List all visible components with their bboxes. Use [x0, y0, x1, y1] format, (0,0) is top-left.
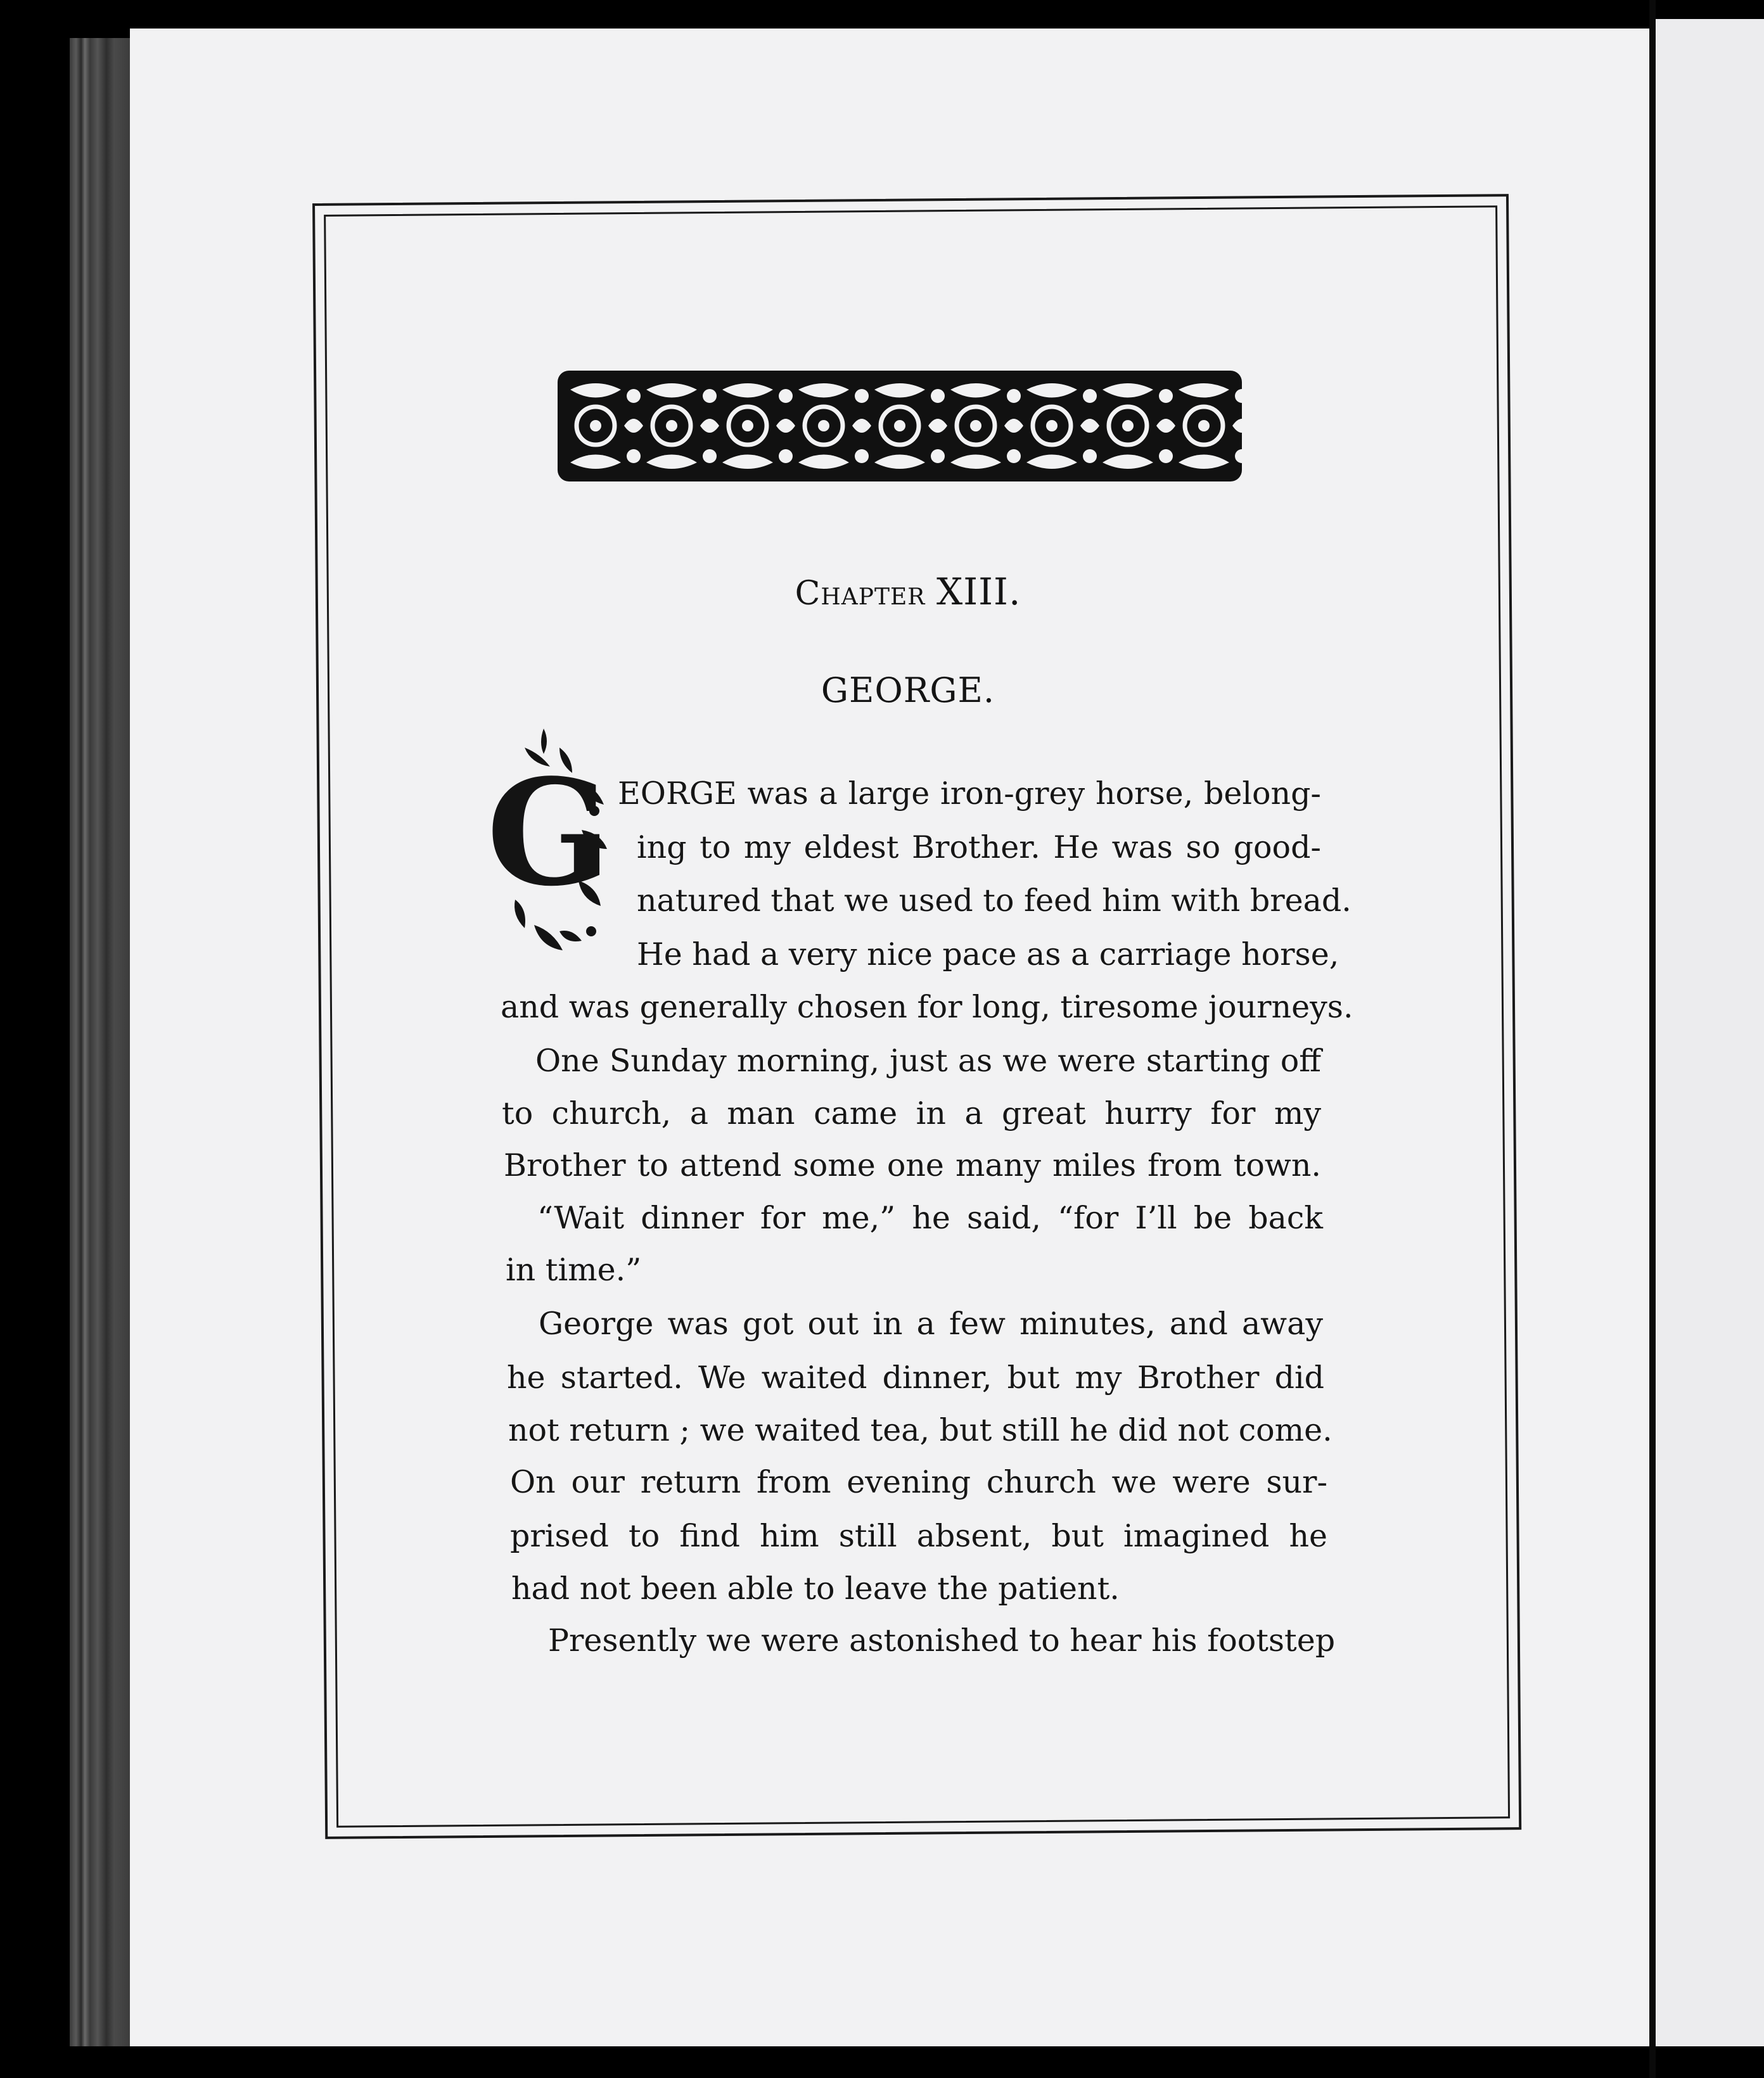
text-line: “Wait dinner for me,” he said, “for I’ll be back [537, 1200, 1323, 1236]
drop-cap-letter [486, 722, 611, 963]
text-line: He had a very nice pace as a carriage horse, [637, 936, 1339, 972]
book-spine-edges [70, 38, 130, 2046]
chapter-heading [312, 570, 1504, 613]
text-line: Brother to attend some one many miles from town. [504, 1147, 1321, 1183]
text-line: On our return from evening church we were sur- [510, 1464, 1327, 1500]
text-line: Presently we were astonished to hear his footstep [548, 1622, 1336, 1659]
drop-cap-glyph: G [486, 748, 611, 919]
text-line: not return ; we waited tea, but still he did not come. [508, 1412, 1333, 1448]
ornamental-headpiece [558, 371, 1242, 481]
text-line: in time.” [506, 1252, 642, 1288]
text-line: natured that we used to feed him with bread. [637, 883, 1352, 919]
chapter-title: GEORGE. [821, 670, 995, 710]
text-line: EORGE was a large iron-grey horse, belong- [618, 775, 1321, 812]
chapter-label: Chapter [795, 575, 926, 613]
text-line: had not been able to leave the patient. [511, 1571, 1120, 1607]
text-line: George was got out in a few minutes, and away [539, 1306, 1323, 1342]
text-line: One Sunday morning, just as we were starting off [535, 1043, 1321, 1079]
text-line: prised to find him still absent, but imagined he [510, 1518, 1327, 1554]
adjacent-page-edge [1656, 19, 1764, 2046]
chapter-number: XIII. [936, 570, 1021, 613]
text-line: he started. We waited dinner, but my Brother did [507, 1360, 1324, 1396]
text-line: and was generally chosen for long, tiresome journeys. [501, 989, 1353, 1025]
text-line: to church, a man came in a great hurry for my [502, 1095, 1321, 1131]
text-line: ing to my eldest Brother. He was so good- [637, 829, 1321, 865]
page-gutter [1649, 0, 1656, 2078]
